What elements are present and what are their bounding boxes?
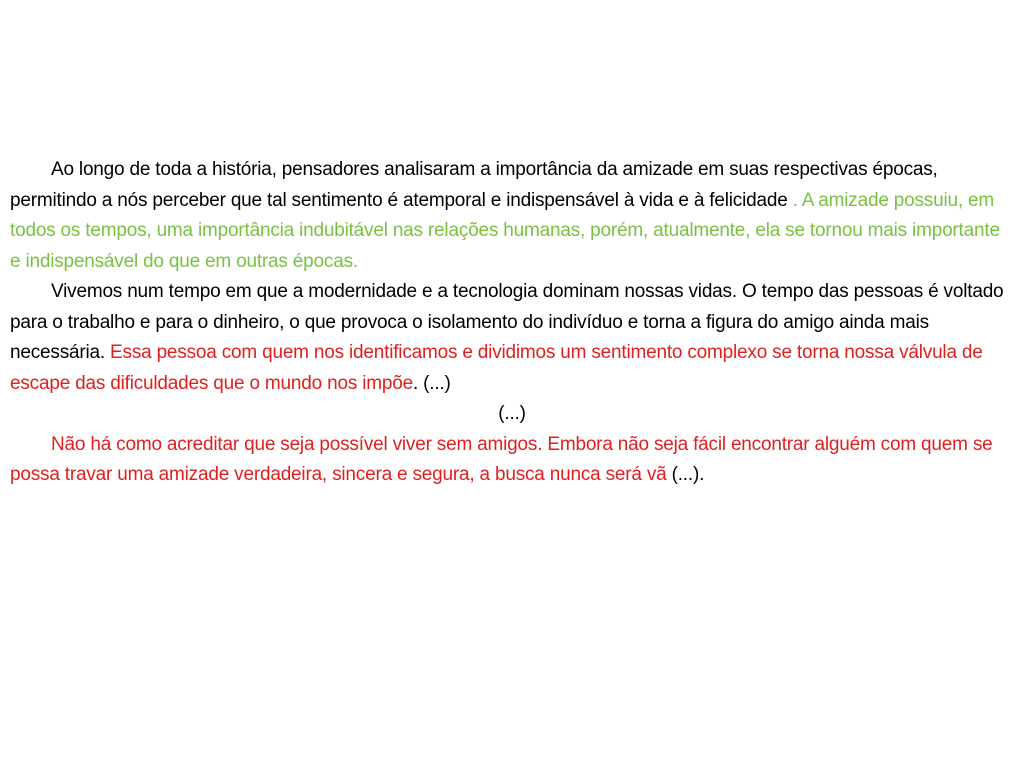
paragraph-1-text: Ao longo de toda a história, pensadores analisaram a importância da amizade em suas respectivas épocas, permitindo a nós perceber que tal sentimento é atemporal e indispensável à vida e à felicidade (10, 159, 938, 211)
ellipsis-line: (...) (498, 403, 526, 424)
slide-text-body (10, 155, 1014, 491)
paragraph-2-highlight-red: Essa pessoa com quem nos identificamos e dividimos um sentimento complexo se torna nossa válvula de escape das dificuldades que o mundo nos impõe (10, 342, 983, 394)
paragraph-3-ellipsis: (...). (666, 464, 705, 485)
paragraph-2-text: Vivemos num tempo em que a modernidade e a tecnologia dominam nossas vidas. O tempo das pessoas é voltado para o trabalho e para o dinheiro, o que provoca o isolamento do indivíduo e torna a figura do amigo ainda mais necessária. (10, 281, 1004, 363)
paragraph-1-highlight-green: . A amizade possuiu, em todos os tempos, uma importância indubitável nas relações humanas, porém, atualmente, ela se tornou mais importante e indispensável do que em outras épocas. (10, 189, 1000, 272)
paragraph-3 (10, 430, 1014, 491)
paragraph-2 (10, 277, 1014, 399)
paragraph-1 (10, 155, 1014, 277)
paragraph-2-ellipsis: . (...) (412, 372, 451, 394)
paragraph-3-highlight-red: Não há como acreditar que seja possível viver sem amigos. Embora não seja fácil encontrar alguém com quem se possa travar uma amizade verdadeira, sincera e segura, a busca nunca será vã (10, 433, 993, 485)
